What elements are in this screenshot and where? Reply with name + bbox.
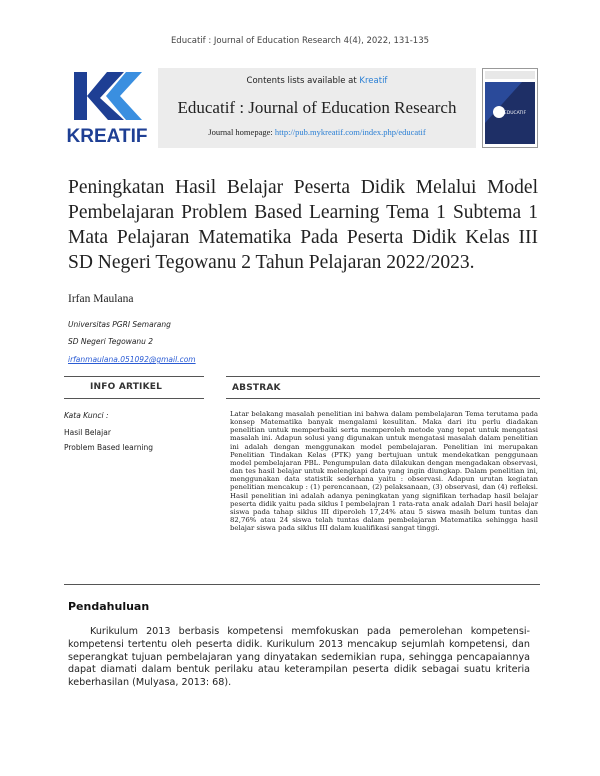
info-heading: INFO ARTIKEL <box>90 382 163 392</box>
article-title: Peningkatan Hasil Belajar Peserta Didik Melalui Model Pembelajaran Problem Based Learning Tema 1 Subtema 1 Mata Pelajaran Matematika Pada Peserta Didik Kelas III SD Negeri Tegowanu 2 Tahun Pelajaran 2022/2023. <box>68 177 538 273</box>
affiliation-1: Universitas PGRI Semarang <box>68 320 171 329</box>
journal-cover-icon <box>482 68 538 148</box>
publisher-logo-text: KREATIF <box>66 126 148 147</box>
running-head: Educatif : Journal of Education Research 4(4), 2022, 131-135 <box>170 36 430 46</box>
affiliation-2: SD Negeri Tegowanu 2 <box>68 337 154 346</box>
contents-prefix: Contents lists available at <box>246 76 360 86</box>
homepage-url-link[interactable]: http://pub.mykreatif.com/index.php/educatif <box>274 127 426 137</box>
abstract-top-rule <box>226 376 540 377</box>
journal-cover-thumbnail <box>482 68 538 148</box>
info-top-rule <box>64 376 204 377</box>
abstract-text: Latar belakang masalah penelitian ini bahwa dalam pembelajaran Tema terutama pada konsep Matematika banyak mengalami kesulitan. Maka dari itu perlu diadakan penelitian untuk memperbaiki serta memperoleh metode yang tepat untuk mengatasi masalah ini. Adapun solusi yang digunakan untuk mengatasi masalah dalam penelitian ini adalah dengan menggunakan model pembelajaran. Penelitian ini merupakan Penelitian Tindakan Kelas (PTK) yang bertujuan untuk mendekatkan penggunaan model pembelajaran PBL. Pengumpulan data dilakukan dengan mengadakan observasi, dan tes hasil belajar untuk melengkapi data yang ingin diungkap. Dalam penelitian ini, menggunakan data statistik sederhana yaitu : observasi. Adapun urutan kegiatan penelitian mencakup : (1) perencanaan, (2) pelaksanaan, (3) observasi, dan (4) refleksi. Hasil penelitian ini adalah adanya peningkatan yang signifikan terhadap hasil belajar peserta didik yaitu pada siklus I pembelajran 1 rata-rata anak adalah Dari hasil belajar siswa pada tahap siklus III diperoleh 17,24% atau 5 siswa masih belum tuntas dan 82,76% atau 24 siswa telah tuntas dalam pembelajaran Matematika sehingga hasil belajar siswa pada siklus III dalam kualifikasi sangat tinggi. <box>230 410 538 533</box>
publisher-link[interactable]: Kreatif <box>359 76 388 86</box>
abstract-bottom-rule <box>226 398 540 399</box>
section-divider <box>64 584 540 585</box>
keyword-item: Problem Based learning <box>64 443 154 452</box>
intro-paragraph: Kurikulum 2013 berbasis kompetensi memfokuskan pada pemerolehan kompetensi-kompetensi tertentu oleh peserta didik. Kurikulum 2013 mencakup sejumlah kompetensi, dan seperangkat tujuan pembelajaran yang dinyatakan sedemikian rupa, sehingga pencapaiannya dapat diamati dalam bentuk perilaku atau keterampilan peserta didik sebagai suatu kriteria keberhasilan (Mulyasa, 2013: 68). <box>68 626 530 689</box>
journal-name: Educatif : Journal of Education Research <box>177 98 457 117</box>
info-bottom-rule <box>64 398 204 399</box>
kreatif-logo <box>62 68 152 148</box>
intro-heading: Pendahuluan <box>68 600 150 613</box>
cover-title: EDUCATIF <box>503 111 527 116</box>
author-email-link[interactable]: irfanmaulana.051092@gmail.com <box>68 355 196 364</box>
keyword-item: Hasil Belajar <box>64 428 111 437</box>
author-name: Irfan Maulana <box>68 293 134 305</box>
homepage-line <box>158 127 476 137</box>
keywords-label: Kata Kunci : <box>64 411 109 420</box>
contents-line <box>158 76 476 86</box>
kreatif-k-icon <box>62 68 152 148</box>
homepage-label: Journal homepage: <box>208 127 275 137</box>
abstract-heading: ABSTRAK <box>232 383 281 393</box>
